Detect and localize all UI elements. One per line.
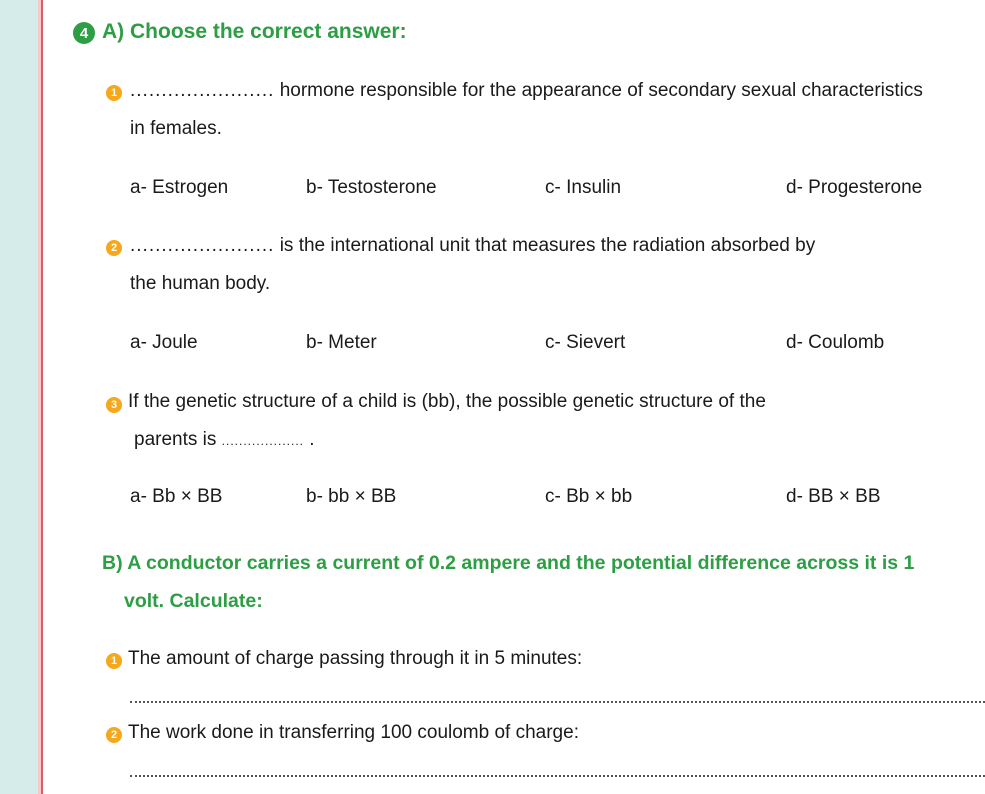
section-number-badge: 4 <box>73 22 95 44</box>
question-1-line2: in females. <box>130 118 222 139</box>
q2-option-b: b- Meter <box>306 332 377 353</box>
b-question-2-badge: 2 <box>106 727 122 743</box>
q1-option-d: d- Progesterone <box>786 177 923 198</box>
left-margin-band <box>0 0 38 794</box>
q3-option-d: d- BB × BB <box>786 486 881 507</box>
question-3-line1: If the genetic structure of a child is (bb), the possible genetic structure of the <box>128 391 766 412</box>
q1-option-a: a- Estrogen <box>130 177 229 198</box>
answer-blank: ................... <box>221 434 305 448</box>
q3-option-b: b- bb × BB <box>306 486 397 507</box>
question-2-badge: 2 <box>106 240 122 256</box>
q3-option-c: c- Bb × bb <box>545 486 633 507</box>
section-b-title-line2: volt. Calculate: <box>124 590 263 612</box>
answer-line-1[interactable] <box>130 701 985 703</box>
answer-blank: ....................... <box>130 235 275 256</box>
question-1-badge: 1 <box>106 85 122 101</box>
q1-option-c: c- Insulin <box>545 177 622 198</box>
b-question-1-text: The amount of charge passing through it in 5 minutes: <box>128 648 583 669</box>
section-b-title-line1: B) A conductor carries a current of 0.2 ampere and the potential difference across it is 1 <box>102 552 915 574</box>
q1-option-b: b- Testosterone <box>306 177 437 198</box>
q2-option-d: d- Coulomb <box>786 332 885 353</box>
b-question-1-badge: 1 <box>106 653 122 669</box>
margin-line-red <box>41 0 43 794</box>
q2-option-a: a- Joule <box>130 332 198 353</box>
question-3-line2: parents is ................... . <box>134 429 315 450</box>
section-a-title: A) Choose the correct answer: <box>102 20 407 43</box>
q3-option-a: a- Bb × BB <box>130 486 223 507</box>
question-1-line1: ....................... hormone responsible for the appearance of secondary sexual characteristics <box>130 80 923 101</box>
q2-option-c: c- Sievert <box>545 332 626 353</box>
question-2-line2: the human body. <box>130 273 271 294</box>
answer-blank: ....................... <box>130 80 275 101</box>
question-2-line1: ....................... is the international unit that measures the radiation absorbed by <box>130 235 816 256</box>
answer-line-2[interactable] <box>130 775 985 777</box>
b-question-2-text: The work done in transferring 100 coulomb of charge: <box>128 722 579 743</box>
question-3-badge: 3 <box>106 397 122 413</box>
